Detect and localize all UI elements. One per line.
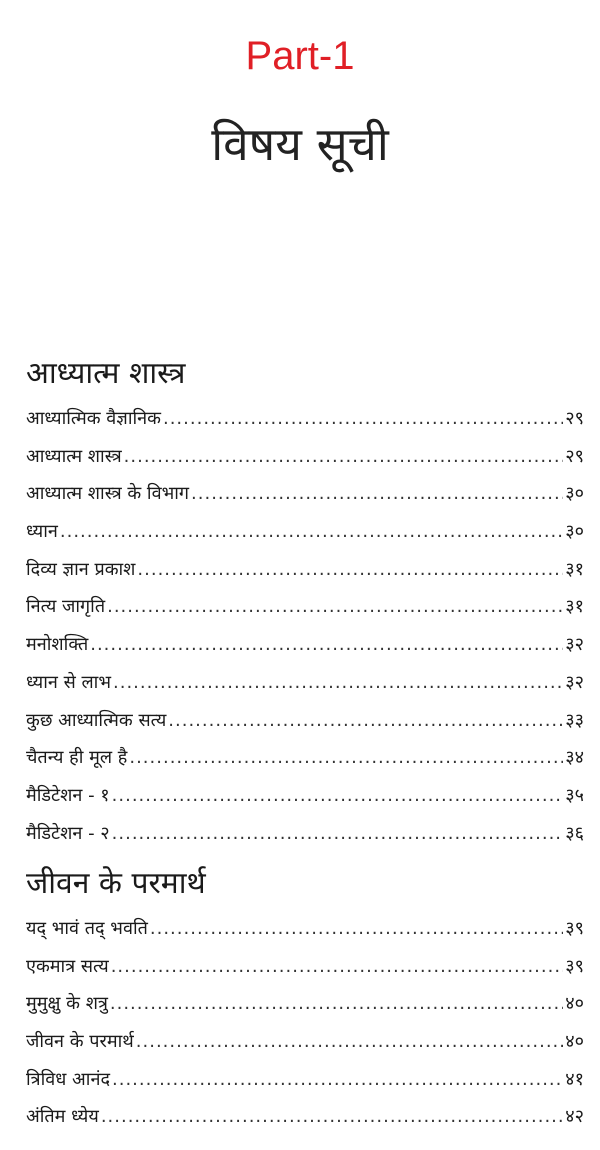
toc-entry: [26, 1023, 584, 1061]
entry-title: आध्यात्म शास्त्र के विभाग: [26, 483, 190, 505]
toc-entry: [26, 948, 584, 986]
entry-title: एकमात्र सत्य: [26, 955, 109, 977]
entry-title: आध्यात्मिक वैज्ञानिक: [26, 408, 161, 429]
entry-title: आध्यात्म शास्त्र: [26, 445, 122, 467]
toc-entry: [26, 438, 584, 476]
entry-page: ३९: [565, 955, 584, 977]
section-heading: जीवन के परमार्थ: [26, 866, 206, 901]
entry-page: ४०: [565, 993, 584, 1015]
toc-entry: [26, 815, 584, 853]
toc-entry: [26, 777, 584, 815]
toc-entry: [26, 551, 584, 589]
section-heading: आध्यात्म शास्त्र: [26, 356, 186, 391]
entry-page: ३९: [565, 918, 584, 939]
entry-page: ४२: [565, 1106, 584, 1128]
entry-title: चैतन्य ही मूल है: [26, 747, 128, 769]
dot-leader: [107, 588, 563, 626]
entry-page: ३४: [565, 747, 584, 769]
part-label: Part-1: [245, 34, 355, 78]
entry-title: यद् भावं तद् भवति: [26, 918, 148, 939]
toc-entry: [26, 513, 584, 551]
dot-leader: [137, 551, 563, 589]
entry-title: मैडिटेशन - २: [26, 822, 110, 844]
toc-entry: [26, 702, 584, 740]
entry-title: मनोशक्ति: [26, 634, 89, 656]
dot-leader: [191, 475, 563, 513]
dot-leader: [112, 777, 564, 815]
entry-page: ४१: [565, 1068, 584, 1090]
toc-entry: [26, 910, 584, 948]
entry-page: ३०: [565, 521, 584, 543]
entry-page: ३२: [565, 671, 584, 693]
dot-leader: [111, 948, 564, 986]
toc-section: [26, 352, 584, 852]
dot-leader: [129, 739, 563, 777]
entry-page: ४०: [565, 1031, 584, 1053]
entry-title: दिव्य ज्ञान प्रकाश: [26, 558, 136, 580]
toc-entry: [26, 739, 584, 777]
entry-title: मैडिटेशन - १: [26, 784, 110, 806]
entry-title: नित्य जागृति: [26, 596, 106, 618]
entry-page: २९: [565, 445, 584, 467]
toc-entry: [26, 588, 584, 626]
entry-page: ३२: [565, 634, 584, 656]
dot-leader: [168, 702, 563, 740]
entry-page: ३१: [565, 596, 584, 618]
entry-page: २९: [565, 408, 584, 429]
dot-leader: [60, 513, 563, 551]
entry-title: ध्यान: [26, 521, 58, 543]
toc-entry: [26, 400, 584, 438]
entry-title: ध्यान से लाभ: [26, 671, 111, 693]
dot-leader: [136, 1023, 563, 1061]
toc-entry: [26, 1061, 584, 1099]
entry-page: ३०: [565, 483, 584, 505]
dot-leader: [113, 664, 563, 702]
dot-leader: [90, 626, 563, 664]
entry-page: ३५: [565, 784, 584, 806]
entry-title: त्रिविध आनंद: [26, 1068, 111, 1090]
entry-title: अंतिम ध्येय: [26, 1106, 99, 1128]
toc-entry: [26, 475, 584, 513]
toc-entry: [26, 985, 584, 1023]
dot-leader: [101, 1098, 563, 1136]
dot-leader: [110, 985, 563, 1023]
entry-page: ३१: [565, 558, 584, 580]
entry-title: जीवन के परमार्थ: [26, 1031, 134, 1053]
toc-section: [26, 862, 584, 1136]
dot-leader: [150, 910, 563, 948]
entry-page: ३३: [565, 709, 584, 731]
entry-page: ३६: [565, 822, 584, 844]
entry-title: मुमुक्षु के शत्रु: [26, 993, 108, 1015]
dot-leader: [112, 1061, 563, 1099]
toc-entry: [26, 1098, 584, 1136]
page-title: विषय सूची: [211, 117, 389, 171]
toc-entry: [26, 626, 584, 664]
dot-leader: [112, 815, 564, 853]
dot-leader: [124, 438, 564, 476]
entry-title: कुछ आध्यात्मिक सत्य: [26, 709, 167, 731]
toc-entry: [26, 664, 584, 702]
dot-leader: [163, 400, 563, 438]
